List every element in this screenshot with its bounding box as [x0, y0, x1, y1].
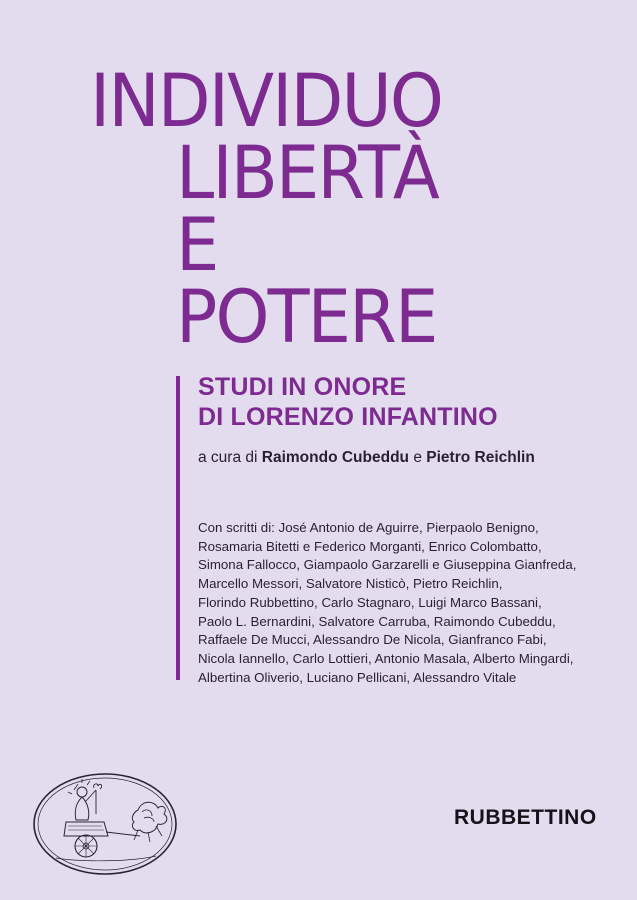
- subtitle-line-1: STUDI IN ONORE: [198, 373, 407, 401]
- title-line-4: POTERE: [176, 275, 437, 360]
- title-line-1: INDIVIDUO: [90, 59, 442, 144]
- book-title: [90, 59, 610, 360]
- contributors-line: Marcello Messori, Salvatore Nisticò, Pietro Reichlin,: [198, 576, 503, 592]
- editor-name-1: Raimondo Cubeddu: [261, 449, 410, 466]
- contributors-line: Albertina Oliverio, Luciano Pellicani, Alessandro Vitale: [198, 669, 517, 685]
- publisher-emblem-icon: [30, 770, 180, 878]
- editors-conjunction: e: [413, 449, 422, 466]
- title-line-3: E: [176, 203, 218, 288]
- contributors-line: Paolo L. Bernardini, Salvatore Carruba, Raimondo Cubeddu,: [198, 613, 556, 629]
- contributors-line: Rosamaria Bitetti e Federico Morganti, Enrico Colombatto,: [198, 538, 542, 554]
- book-subtitle: [198, 372, 618, 432]
- editors-prefix: a cura di: [198, 449, 258, 466]
- title-line-2: LIBERTÀ: [176, 131, 438, 216]
- publisher-name: RUBBETTINO: [454, 806, 597, 829]
- editors-line: [198, 448, 618, 468]
- contributors-line: Simona Fallocco, Giampaolo Garzarelli e Giuseppina Gianfreda,: [198, 557, 577, 573]
- editor-name-2: Pietro Reichlin: [426, 449, 535, 466]
- contributors-line: Raffaele De Mucci, Alessandro De Nicola, Gianfranco Fabi,: [198, 632, 547, 648]
- contributors-line: Con scritti di: José Antonio de Aguirre, Pierpaolo Benigno,: [198, 520, 539, 535]
- contributors-line: Nicola Iannello, Carlo Lottieri, Antonio Masala, Alberto Mingardi,: [198, 650, 574, 666]
- contributors-line: Florindo Rubbettino, Carlo Stagnaro, Luigi Marco Bassani,: [198, 594, 542, 610]
- contributors-list: [198, 519, 618, 687]
- vertical-rule: [176, 376, 180, 680]
- subtitle-line-2: DI LORENZO INFANTINO: [198, 403, 498, 431]
